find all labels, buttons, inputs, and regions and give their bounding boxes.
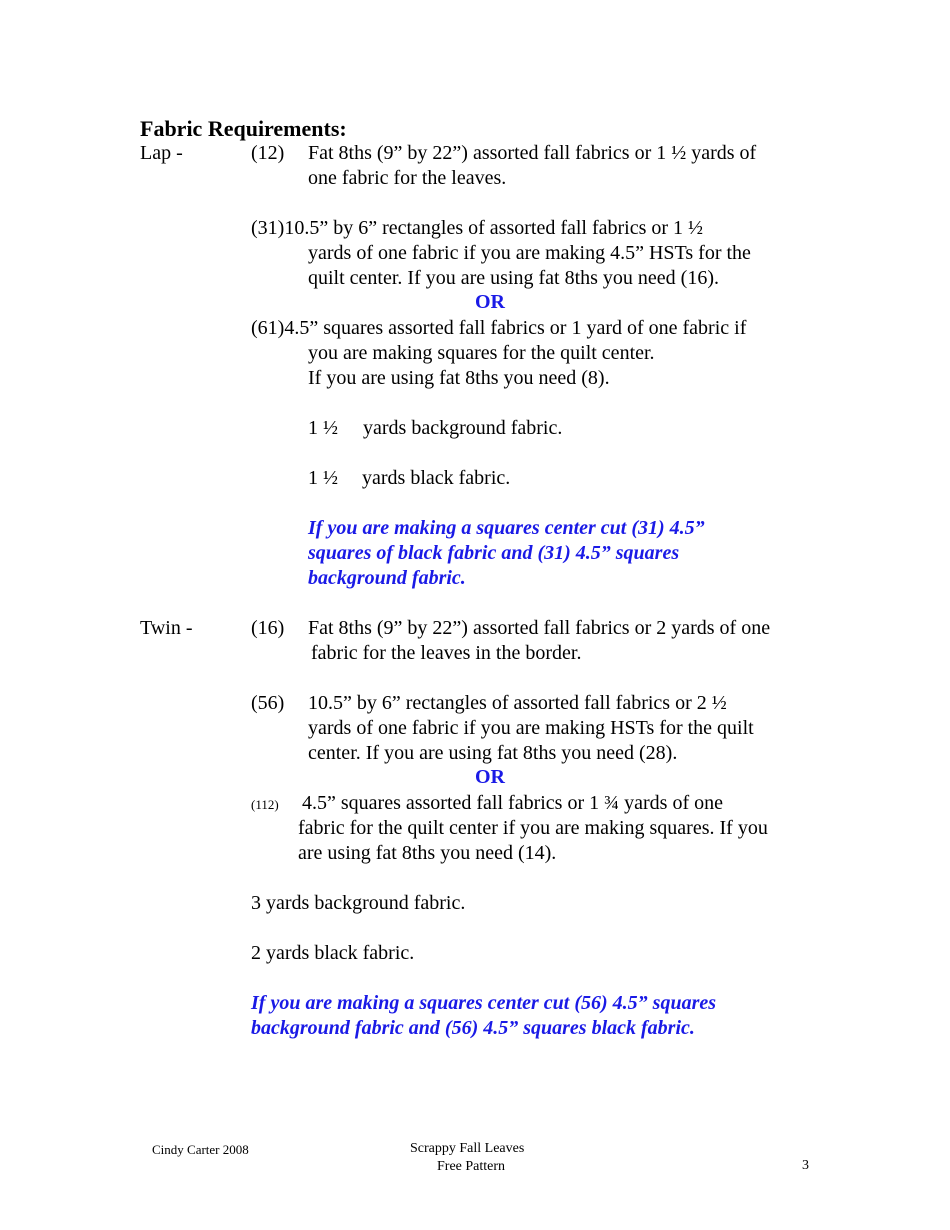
twin-item1-qty: (16) [251,617,285,639]
lap-note-line2: squares of black fabric and (31) 4.5” squares [308,542,680,564]
footer-title: Scrappy Fall Leaves [410,1141,525,1156]
lap-item2-line1: (31)10.5” by 6” rectangles of assorted fall fabrics or 1 ½ [251,217,704,239]
lap-black-qty: 1 ½ [308,467,338,489]
lap-item1-line1: Fat 8ths (9” by 22”) assorted fall fabrics or 1 ½ yards of [308,142,757,164]
lap-note-line1: If you are making a squares center cut (31) 4.5” [308,517,705,539]
lap-item3-line2: you are making squares for the quilt center. [308,342,655,364]
lap-item2-line2: yards of one fabric if you are making 4.5” HSTs for the [308,242,751,264]
twin-item1-line2: fabric for the leaves in the border. [311,642,582,664]
twin-item3-line2: fabric for the quilt center if you are making squares. If you [298,817,768,839]
lap-or-divider: OR [475,291,505,313]
lap-item1-line2: one fabric for the leaves. [308,167,507,189]
lap-item2-line3: quilt center. If you are using fat 8ths you need (16). [308,267,719,289]
lap-label: Lap - [140,142,183,164]
twin-item2-line2: yards of one fabric if you are making HSTs for the quilt [308,717,754,739]
twin-note-line2: background fabric and (56) 4.5” squares black fabric. [251,1017,695,1039]
footer-subtitle: Free Pattern [437,1159,506,1174]
twin-or-divider: OR [475,766,505,788]
twin-item2-line1: 10.5” by 6” rectangles of assorted fall fabrics or 2 ½ [308,692,727,714]
twin-note-line1: If you are making a squares center cut (56) 4.5” squares [251,992,717,1014]
lap-black-text: yards black fabric. [362,467,511,489]
section-heading: Fabric Requirements: [140,116,347,141]
lap-item3-line3: If you are using fat 8ths you need (8). [308,367,610,389]
twin-item3-qty: (112) [251,797,279,812]
lap-background-text: yards background fabric. [363,417,563,439]
twin-item3-line1: 4.5” squares assorted fall fabrics or 1 ¾ yards of one [302,792,723,814]
lap-note-line3: background fabric. [308,567,466,589]
twin-label: Twin - [140,617,193,639]
footer-author: Cindy Carter 2008 [152,1142,249,1157]
lap-item3-line1: (61)4.5” squares assorted fall fabrics or 1 yard of one fabric if [251,317,747,339]
lap-item1-qty: (12) [251,142,285,164]
twin-black: 2 yards black fabric. [251,942,415,964]
lap-background-qty: 1 ½ [308,417,338,439]
twin-background: 3 yards background fabric. [251,892,466,914]
twin-item1-line1: Fat 8ths (9” by 22”) assorted fall fabrics or 2 yards of one [308,617,771,639]
footer-page-number: 3 [802,1158,809,1173]
twin-item2-line3: center. If you are using fat 8ths you need (28). [308,742,678,764]
twin-item2-qty: (56) [251,692,285,714]
twin-item3-line3: are using fat 8ths you need (14). [298,842,557,864]
